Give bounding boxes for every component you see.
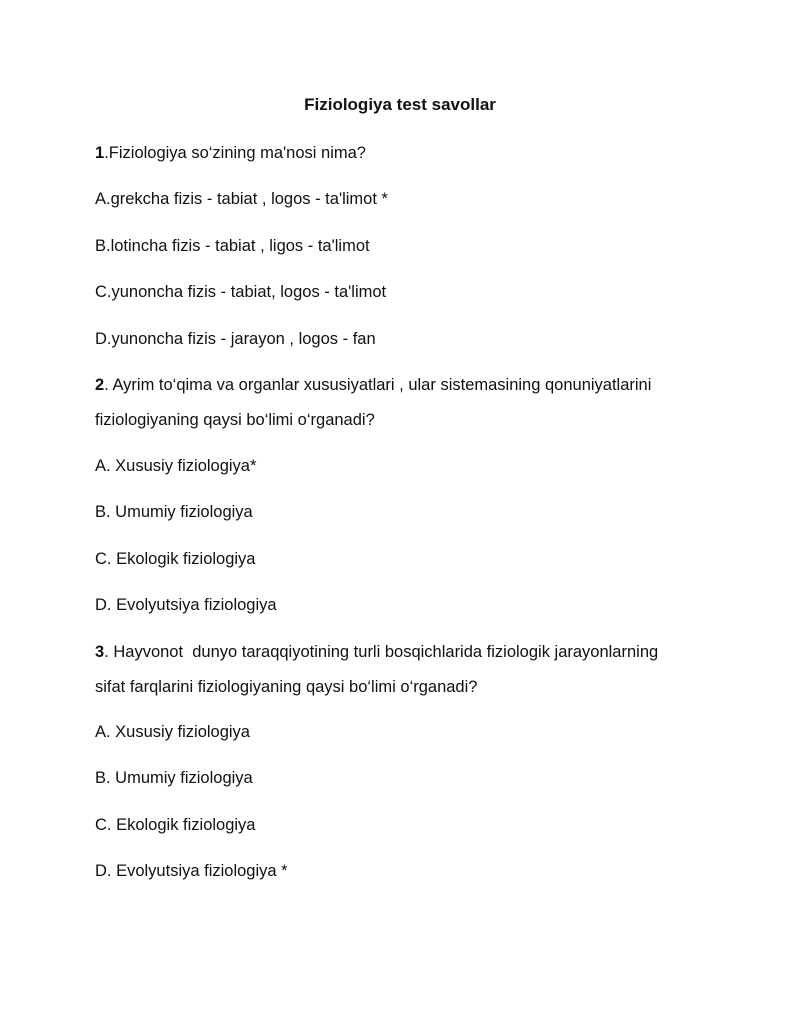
answer-option: A.grekcha fizis - tabiat , logos - ta'limot * [95,190,388,208]
document-title: Fiziologiya test savollar [304,95,496,114]
answer-option: B.lotincha fizis - tabiat , ligos - ta'limot [95,237,370,255]
answer-option: B. Umumiy fiziologiya [95,503,253,521]
answer-option: B. Umumiy fiziologiya [95,769,253,787]
answer-option: C. Ekologik fiziologiya [95,816,256,834]
question-number: 1 [95,144,105,162]
answer-option: D. Evolyutsiya fiziologiya * [95,862,288,880]
answer-option: C. Ekologik fiziologiya [95,550,256,568]
answer-option: D. Evolyutsiya fiziologiya [95,596,277,614]
question-2-text [95,374,651,396]
question-1-text [95,142,366,164]
question-text-line: Hayvonot dunyo taraqqiyotining turli bosqichlarida fiziologik jarayonlarning [113,643,659,661]
answer-option: A. Xususiy fiziologiya* [95,457,257,475]
question-text-line: Ayrim to‘qima va organlar xususiyatlari , ular sistemasining qonuniyatlarini [112,376,652,394]
question-number-separator: . [104,376,113,394]
answer-option: D.yunoncha fizis - jarayon , logos - fan [95,330,376,348]
answer-option: C.yunoncha fizis - tabiat, logos - ta'limot [95,283,387,301]
question-text-line: fiziologiyaning qaysi bo‘limi o‘rganadi? [95,411,375,429]
question-number-separator: . [104,144,109,162]
question-3-text [95,641,658,663]
question-text-line: Fiziologiya so‘zining ma'nosi nima? [108,144,366,162]
question-number-separator: . [104,643,114,661]
question-number: 2 [95,376,105,394]
answer-option: A. Xususiy fiziologiya [95,723,250,741]
question-text-line: sifat farqlarini fiziologiyaning qaysi bo‘limi o‘rganadi? [95,678,478,696]
question-number: 3 [95,643,105,661]
